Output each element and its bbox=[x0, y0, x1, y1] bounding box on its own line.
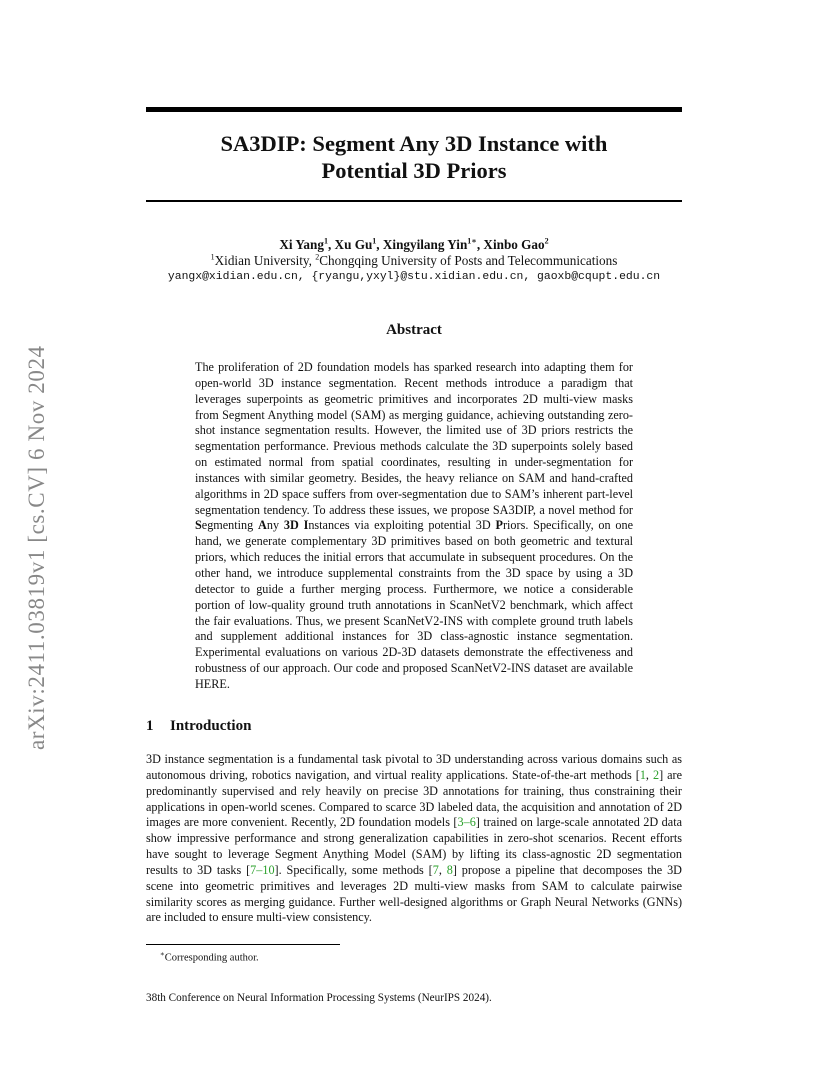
acronym-letter: A bbox=[258, 518, 267, 533]
affiliation-superscript: 2 bbox=[315, 252, 320, 262]
title-bottom-rule bbox=[146, 200, 682, 202]
paper-title bbox=[146, 130, 682, 184]
title-line-1: SA3DIP: Segment Any 3D Instance with bbox=[220, 131, 608, 156]
abstract-text: The proliferation of 2D foundation models has sparked research into adapting them for open-world 3D instance segmentation. Recent methods introduce a paradigm that leverages superpoints as geometric primitives and incorporates 2D multi-view masks from Segment Anything model (SAM) as merging guidance, achieving outstanding zero-shot instance segmentation results. However, the limited use of 3D priors restricts the segmentation performance. Previous methods calculate the 3D superpoints solely based on estimated normal from spatial coordinates, resulting in under-segmentation for instances with similar geometry. Besides, the heavy reliance on SAM and hand-crafted algorithms in 2D space suffers from over-segmentation due to SAM’s inherent part-level segmentation tendency. To address these issues, we propose SA3DIP, a novel method for bbox=[195, 360, 633, 517]
abstract-text: riors bbox=[502, 518, 526, 533]
citation-link[interactable]: 7–10 bbox=[250, 862, 275, 877]
footnote-text: Corresponding author. bbox=[164, 952, 259, 964]
body-text: ] are predominantly supervised and rely heavily on precise 3D annotations for training, thus constraining their applications in open-world scenes. Compared to scarce 3D labeled data, the acquisition and annotation of 2D images are more convenient. Recently, 2D foundation models [ bbox=[146, 767, 682, 830]
affiliation-2: Chongqing University of Posts and Telecommunications bbox=[319, 253, 618, 268]
introduction-paragraph bbox=[146, 752, 682, 926]
citation-link[interactable]: 3–6 bbox=[457, 815, 476, 830]
section-number: 1 bbox=[146, 718, 154, 734]
author-name: Xingyilang Yin bbox=[382, 237, 468, 252]
author-superscript: 1∗ bbox=[467, 236, 477, 246]
affiliation-superscript: 1 bbox=[210, 252, 215, 262]
body-text: , bbox=[645, 767, 653, 782]
author-separator: , bbox=[476, 237, 484, 252]
abstract-text: nstances via exploiting potential 3D bbox=[308, 518, 496, 533]
abstract-body bbox=[195, 360, 633, 693]
affiliation-1: Xidian University, bbox=[214, 253, 316, 268]
body-text: ]. Specifically, some methods [ bbox=[274, 862, 433, 877]
author-superscript: 2 bbox=[544, 236, 549, 246]
author-name: Xinbo Gao bbox=[483, 237, 545, 252]
citation-link[interactable]: 7 bbox=[432, 862, 439, 877]
body-text: , bbox=[438, 862, 447, 877]
author-superscript: 1 bbox=[372, 236, 377, 246]
citation-link[interactable]: 2 bbox=[652, 767, 660, 782]
acronym-letter: I bbox=[303, 518, 309, 533]
author-block bbox=[146, 237, 682, 285]
acronym-letter: 3D bbox=[283, 518, 299, 533]
acronym-letter: P bbox=[495, 518, 503, 533]
author-name: Xi Yang bbox=[279, 237, 324, 252]
abstract-heading: Abstract bbox=[386, 322, 442, 338]
affiliations bbox=[146, 253, 682, 269]
footnote-rule bbox=[146, 944, 340, 945]
arxiv-identifier-stamp: arXiv:2411.03819v1 [cs.CV] 6 Nov 2024 bbox=[24, 345, 49, 750]
section-heading-introduction bbox=[146, 718, 251, 735]
section-title-text: Introduction bbox=[170, 718, 252, 734]
acronym-letter: S bbox=[195, 518, 202, 533]
author-names bbox=[146, 237, 682, 253]
title-top-rule bbox=[146, 107, 682, 112]
abstract-text: ny bbox=[266, 518, 284, 533]
author-name: Xu Gu bbox=[334, 237, 373, 252]
citation-link[interactable]: 1 bbox=[639, 767, 646, 782]
body-text: ] propose a pipeline that decomposes the 3D scene into geometric primitives and leverages 2D multi-view masks from SAM to calculate pairwise similarity scores as merging guidance. Further well-designed algorithms or Graph Neural Networks (GNNs) are included to ensure multi-view consistency. bbox=[146, 862, 682, 925]
footnote-mark: ∗ bbox=[160, 950, 165, 958]
body-text: ] trained on large-scale annotated 2D data show impressive performance and strong generalization capabilities in zero-shot scenarios. Recent efforts have sought to leverage Segment Anything Model (SAM) by lifting its class-agnostic 2D segmentation results to 3D tasks [ bbox=[146, 815, 682, 877]
abstract-text: egmenting bbox=[201, 518, 259, 533]
author-separator: , bbox=[376, 237, 383, 252]
citation-link[interactable]: 8 bbox=[446, 862, 453, 877]
title-line-2: Potential 3D Priors bbox=[321, 158, 507, 183]
author-separator: , bbox=[327, 237, 335, 252]
abstract-text: . Specifically, on one hand, we generate complementary 3D primitives based on both geometric and textural priors, which reduces the initial errors that accumulate in subsequent procedures. On the other hand, we introduce supplemental constraints from the 3D space by using a 3D detector to guide a further merging process. Furthermore, we notice a considerable portion of low-quality ground truth annotations in ScanNetV2 benchmark, which affect the fair evaluations. Thus, we present ScanNetV2-INS with complete ground truth labels and supplement additional instances for 3D class-agnostic instance segmentation. Experimental evaluations on various 2D-3D datasets demonstrate the effectiveness and robustness of our approach. Our code and proposed ScanNetV2-INS dataset are available HERE. bbox=[195, 518, 634, 691]
footnote bbox=[160, 948, 259, 965]
body-text: 3D instance segmentation is a fundamental task pivotal to 3D understanding across various domains such as autonomous driving, robotics navigation, and virtual reality applications. State-of-the-art methods [ bbox=[146, 752, 682, 782]
author-superscript: 1 bbox=[323, 236, 328, 246]
author-emails: yangx@xidian.edu.cn, {ryangu,yxyl}@stu.xidian.edu.cn, gaoxb@cqupt.edu.cn bbox=[167, 271, 661, 283]
conference-note: 38th Conference on Neural Information Processing Systems (NeurIPS 2024). bbox=[146, 992, 492, 1004]
